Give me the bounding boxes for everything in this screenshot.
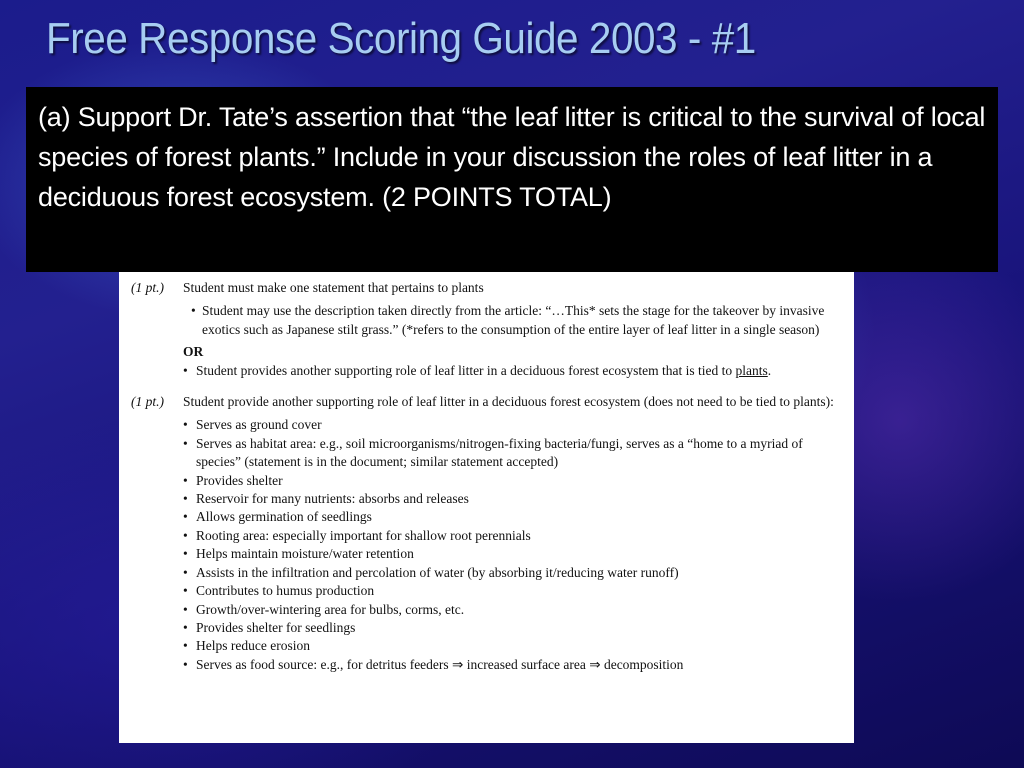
list-item: • Growth/over-wintering area for bulbs, corms, etc. [183,601,844,619]
criterion-1-option-2 [183,362,844,380]
list-item: • Assists in the infiltration and percolation of water (by absorbing it/reducing water runoff) [183,564,844,582]
list-item: • Rooting area: especially important for shallow root perennials [183,527,844,545]
list-item: • Allows germination of seedlings [183,508,844,526]
question-box [26,87,998,272]
criterion-1 [131,279,844,380]
list-item: • Provides shelter [183,472,844,490]
criterion-2-points: (1 pt.) [131,394,164,410]
criterion-1-option-2-end: . [767,362,772,378]
or-label: OR [183,344,204,360]
list-item: • Contributes to humus production [183,582,844,600]
criterion-1-option-2-underlined: plants [735,362,768,378]
criterion-2-heading: Student provide another supporting role of leaf litter in a deciduous forest ecosystem (does not need to be tied to plants): [183,394,834,410]
list-item: • Provides shelter for seedlings [183,619,844,637]
criterion-1-option-1: • Student may use the description taken directly from the article: “…This* sets the stage for the takeover by invasive exotics such as Japanese stilt grass.” (*refers to the consumption of the entire layer of leaf litter in a single season) [191,302,844,339]
list-item: • Serves as habitat area: e.g., soil microorganisms/nitrogen-fixing bacteria/fungi, serves as a “home to a myriad of species” (statement is in the document; similar statement accepted) [183,435,844,472]
criterion-1-option-list [183,302,844,339]
list-item: • Reservoir for many nutrients: absorbs and releases [183,490,844,508]
scoring-guide-document [119,272,854,743]
list-item: • Serves as food source: e.g., for detritus feeders ⇒ increased surface area ⇒ decomposition [183,656,844,674]
criterion-1-points: (1 pt.) [131,280,164,295]
criterion-2-item-list [183,416,844,674]
criterion-2 [131,393,844,674]
question-text: (a) Support Dr. Tate’s assertion that “the leaf litter is critical to the survival of local species of forest plants.” Include in your discussion the roles of leaf litter in a deciduous forest ecosystem. (2 POINTS TOTAL) [38,102,986,212]
criterion-1-option-2-text: Student provides another supporting role of leaf litter in a deciduous forest ecosystem that is tied to [196,362,733,378]
slide-title: Free Response Scoring Guide 2003 - #1 [46,14,756,63]
list-item: • Serves as ground cover [183,416,844,434]
criterion-1-option-2-list [183,362,844,380]
criterion-1-body [183,279,844,380]
list-item: • Helps maintain moisture/water retention [183,545,844,563]
criterion-2-body [183,393,844,674]
list-item: • Helps reduce erosion [183,637,844,655]
criterion-1-heading: Student must make one statement that pertains to plants [183,280,484,295]
